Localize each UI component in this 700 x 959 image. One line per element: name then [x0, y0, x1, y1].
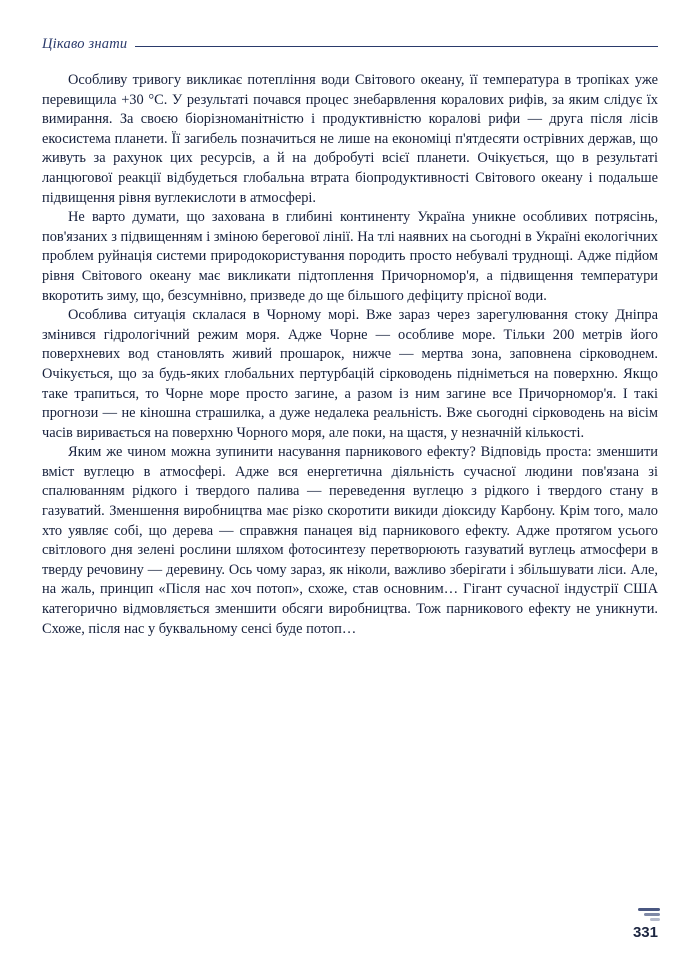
- article-body: [42, 71, 658, 639]
- paragraph-1: Особливу тривогу викликає потепління води Світового океану, її температура в тропіках уже перевищила +30 °С. У результаті почався процес знебарвлення коралових рифів, за яким слідує їх вимирання. За своєю біорізноманітністю і продуктивністю коралові рифи — друга після лісів екосистема планети. Її загибель позначиться не лише на економіці п'ятдесяти острівних держав, що живуть за рахунок цих ресурсів, а й на добробуті всієї планети. Очікується, що в результаті ланцюгової реакції відбудеться глобальна втрата біопродуктивності Світового океану і подальше підвищення рівня вуглекислоти в атмосфері.: [42, 72, 658, 206]
- corner-decoration-icon: [634, 907, 660, 919]
- paragraph-4: Яким же чином можна зупинити насування парникового ефекту? Відповідь проста: зменшити вміст вуглецю в атмосфері. Адже вся енергетична діяльність сучасної людини пов'язана зі спалюванням рідкого і твердого палива — переведення вуглецю з рідкого і твердого стану в газуватий. Зменшення виробництва має різко скоротити викиди діоксиду Карбону. Крім того, мало хто уявляє собі, що дерева — справжня панацея від парникового ефекту. Адже протягом усього світлового дня зелені рослини шляхом фотосинтезу перетворюють газуватий вуглець атмосфери в тверду речовину — деревину. Ось чому зараз, як ніколи, важливо зберігати і збільшувати ліси. Але, на жаль, принцип «Після нас хоч потоп», схоже, став основним… Гігант сучасної індустрії США категорично відмовляється зменшити обсяги виробництва. Тож парникового ефекту не уникнути. Схоже, після нас у буквальному сенсі буде потоп…: [42, 444, 658, 637]
- header-divider: [135, 46, 658, 47]
- page-header: [42, 36, 658, 53]
- header-title: Цікаво знати: [42, 36, 128, 52]
- page-number: 331: [632, 924, 658, 941]
- page-footer: [42, 901, 658, 941]
- paragraph-3: Особлива ситуація склалася в Чорному морі. Вже зараз через зарегулювання стоку Дніпра змінився гідрологічний режим моря. Адже Чорне — особливе море. Тільки 200 метрів його поверхневих вод становлять живий прошарок, нижче — мертва зона, заповнена сірководнем. Очікується, що за будь-яких глобальних пертурбацій сірководень підніметься на поверхню. Якщо таке трапиться, то Чорне море просто загине, а разом із ним загине все Причорномор'я. І такі прогнози — не кіношна страшилка, а дуже недалека реальність. Вже сьогодні сірководень на вісім часів виривається на поверхню Чорного моря, але поки, на щастя, у незначній кількості.: [42, 307, 658, 441]
- paragraph-2: Не варто думати, що захована в глибині континенту Україна уникне особливих потрясінь, пов'язаних з підвищенням і зміною берегової лінії. На тлі наявних на сьогодні в Україні екологічних проблем руйнація системи природокористування породить просто небувалі труднощі. Адже підйом рівня Світового океану має викликати підтоплення Причорномор'я, а підвищення температури вкоротить зиму, що, безсумнівно, призведе до ще більшого дефіциту прісної води.: [42, 209, 658, 304]
